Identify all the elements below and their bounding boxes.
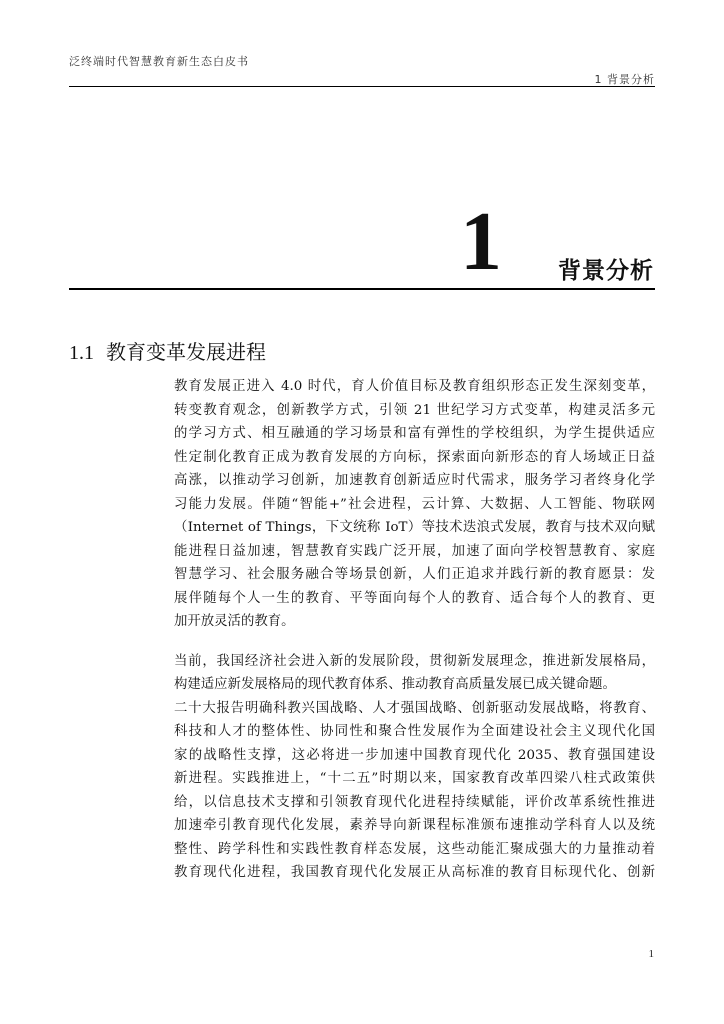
- text-line: 教育现代化进程，我国教育现代化发展正从高标准的教育目标现代化、创新: [174, 865, 655, 880]
- text-line: 给，以信息技术支撑和引领教育现代化进程持续赋能，评价改革系统性推进: [174, 794, 655, 810]
- text-line: 家的战略性支撑，这必将进一步加速中国教育现代化 2035、教育强国建设: [174, 747, 655, 763]
- section-title: 教育变革发展进程: [106, 340, 266, 364]
- chapter-number: 1: [460, 195, 502, 288]
- text-line: 加开放灵活的教育。: [174, 614, 295, 629]
- chapter-title: 背景分析: [558, 258, 654, 284]
- text-line: 二十大报告明确科教兴国战略、人才强国战略、创新驱动发展战略，将教育、: [174, 700, 655, 716]
- body-text: [174, 375, 655, 901]
- text-line: 展伴随每个人一生的教育、平等面向每个人的教育、适合每个人的教育、更: [174, 590, 655, 606]
- text-line: 教育发展正进入 4.0 时代，育人价值目标及教育组织形态正发生深刻变革，: [174, 379, 655, 394]
- text-line: 能进程日益加速，智慧教育实践广泛开展，加速了面向学校智慧教育、家庭: [174, 543, 655, 559]
- text-line: 科技和人才的整体性、协同性和聚合性发展作为全面建设社会主义现代化国: [174, 724, 655, 739]
- text-line: 加速牵引教育现代化发展，素养导向新课程标准颁布速推动学科育人以及统: [174, 818, 655, 833]
- page-number: 1: [648, 948, 654, 960]
- section-heading: [69, 339, 266, 366]
- text-line: 当前，我国经济社会进入新的发展阶段，贯彻新发展理念，推进新发展格局，: [174, 653, 655, 669]
- text-line: 转变教育观念，创新教学方式，引领 21 世纪学习方式变革，构建灵活多元: [174, 402, 655, 418]
- text-line: 高涨，以推动学习创新，加速教育创新适应时代需求，服务学习者终身化学: [174, 473, 655, 488]
- text-line: 的学习方式、相互融通的学习场景和富有弹性的学校组织，为学生提供适应: [174, 426, 655, 441]
- text-line: 智慧学习、社会服务融合等场景创新，人们正追求并践行新的教育愿景：发: [174, 567, 655, 582]
- text-line: 整性、跨学科性和实践性教育样态发展，这些动能汇聚成强大的力量推动着: [174, 841, 655, 857]
- paragraph: [174, 650, 655, 885]
- running-header-chapter: 1 背景分析: [594, 73, 655, 86]
- header-divider: [69, 86, 655, 87]
- running-header-book-title: 泛终端时代智慧教育新生态白皮书: [69, 55, 249, 68]
- text-line: 习能力发展。伴随“智能+”社会进程，云计算、大数据、人工智能、物联网: [174, 496, 655, 512]
- paragraph: [174, 375, 655, 634]
- text-line: 新进程。实践推进上，“十二五”时期以来，国家教育改革四梁八柱式政策供: [174, 771, 655, 786]
- text-line: （Internet of Things，下文统称 IoT）等技术迭浪式发展，教育与技术双向赋: [174, 520, 655, 535]
- chapter-divider: [69, 288, 655, 290]
- text-line: 构建适应新发展格局的现代教育体系、推动教育高质量发展已成关键命题。: [174, 677, 616, 692]
- section-number: 1.1: [69, 342, 94, 364]
- text-line: 性定制化教育正成为教育发展的方向标，探索面向新形态的育人场域正日益: [174, 449, 655, 465]
